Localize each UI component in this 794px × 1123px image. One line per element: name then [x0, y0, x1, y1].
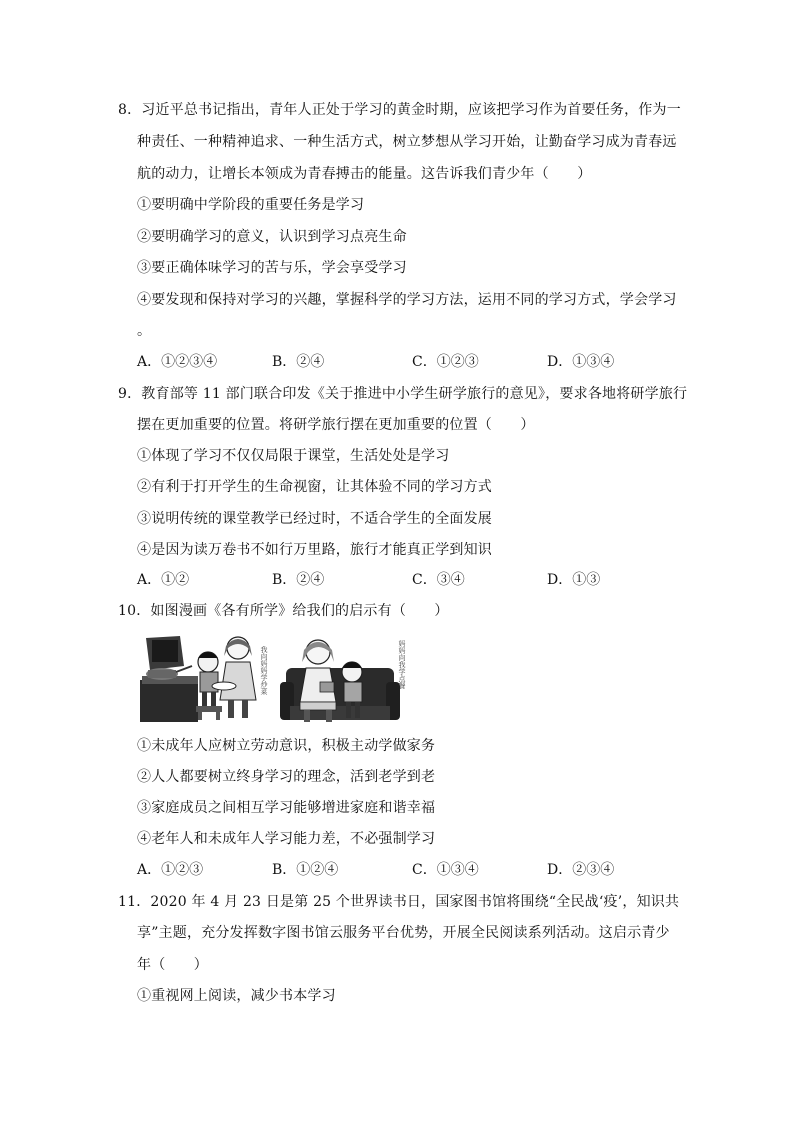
cartoon-panel-kitchen: [140, 636, 268, 722]
q8-option-c[interactable]: C．①②③: [412, 354, 479, 370]
q9-option-d[interactable]: D．①③: [547, 572, 601, 588]
q9-statement-3: ③说明传统的课堂教学已经过时，不适合学生的全面发展: [137, 511, 492, 527]
cartoon-image: [140, 632, 412, 726]
q11-stem-line-1: 11．2020 年 4 月 23 日是第 25 个世界读书日，国家图书馆将围绕“全民战‘疫’，知识共: [118, 894, 680, 910]
q8-stem-line-3: 航的动力，让增长本领成为青春搏击的能量。这告诉我们青少年（ ）: [137, 166, 592, 182]
q10-statement-1: ①未成年人应树立劳动意识，积极主动学做家务: [137, 738, 436, 754]
q8-statement-4-tail: 。: [137, 323, 152, 339]
q8-statement-2: ②要明确学习的意义，认识到学习点亮生命: [137, 229, 407, 245]
q11-stem-line-3: 年（ ）: [137, 957, 208, 973]
q9-statement-2: ②有利于打开学生的生命视窗，让其体验不同的学习方式: [137, 479, 492, 495]
cartoon-panel-sofa: [280, 639, 406, 722]
q9-stem-line-1: 9．教育部等 11 部门联合印发《关于推进中小学生研学旅行的意见》，要求各地将研学旅行: [118, 386, 688, 402]
q10-option-c[interactable]: C．①③④: [412, 862, 479, 878]
q8-option-d[interactable]: D．①③④: [547, 354, 615, 370]
q8-statement-4: ④要发现和保持对学习的兴趣，掌握科学的学习方法，运用不同的学习方式，学会学习: [137, 292, 677, 308]
q8-option-b[interactable]: B．②④: [272, 354, 325, 370]
q9-option-c[interactable]: C．③④: [412, 572, 465, 588]
q10-statement-2: ②人人都要树立终身学习的理念，活到老学到老: [137, 769, 436, 785]
cartoon-caption-left: 我向妈妈学炒菜: [260, 646, 268, 695]
q10-stem-line-1: 10．如图漫画《各有所学》给我们的启示有（ ）: [118, 603, 449, 619]
q10-option-d[interactable]: D．②③④: [547, 862, 615, 878]
q10-option-a[interactable]: A．①②③: [137, 862, 204, 878]
q9-option-b[interactable]: B．②④: [272, 572, 325, 588]
q10-statement-3: ③家庭成员之间相互学习能够增进家庭和谐幸福: [137, 800, 436, 816]
q8-stem-line-1: 8．习近平总书记指出，青年人正处于学习的黄金时期，应该把学习作为首要任务，作为一: [118, 102, 681, 118]
q8-statement-1: ①要明确中学阶段的重要任务是学习: [137, 197, 365, 213]
q8-stem-line-2: 种责任、一种精神追求、一种生活方式，树立梦想从学习开始，让勤奋学习成为青春远: [137, 134, 677, 150]
q11-stem-line-2: 享”主题，充分发挥数字图书馆云服务平台优势，开展全民阅读系列活动。这启示青少: [137, 925, 670, 941]
q8-statement-3: ③要正确体味学习的苦与乐，学会享受学习: [137, 260, 407, 276]
q8-option-a[interactable]: A．①②③④: [137, 354, 218, 370]
q9-option-a[interactable]: A．①②: [137, 572, 190, 588]
q10-option-b[interactable]: B．①②④: [272, 862, 339, 878]
q10-statement-4: ④老年人和未成年人学习能力差，不必强制学习: [137, 831, 436, 847]
q11-statement-1: ①重视网上阅读，减少书本学习: [137, 988, 336, 1004]
q9-stem-line-2: 摆在更加重要的位置。将研学旅行摆在更加重要的位置（ ）: [137, 417, 535, 433]
q9-statement-4: ④是因为读万卷书不如行万里路，旅行才能真正学到知识: [137, 542, 492, 558]
cartoon-caption-right: 妈妈向我学点餐: [398, 640, 406, 689]
q9-statement-1: ①体现了学习不仅仅局限于课堂，生活处处是学习: [137, 448, 450, 464]
